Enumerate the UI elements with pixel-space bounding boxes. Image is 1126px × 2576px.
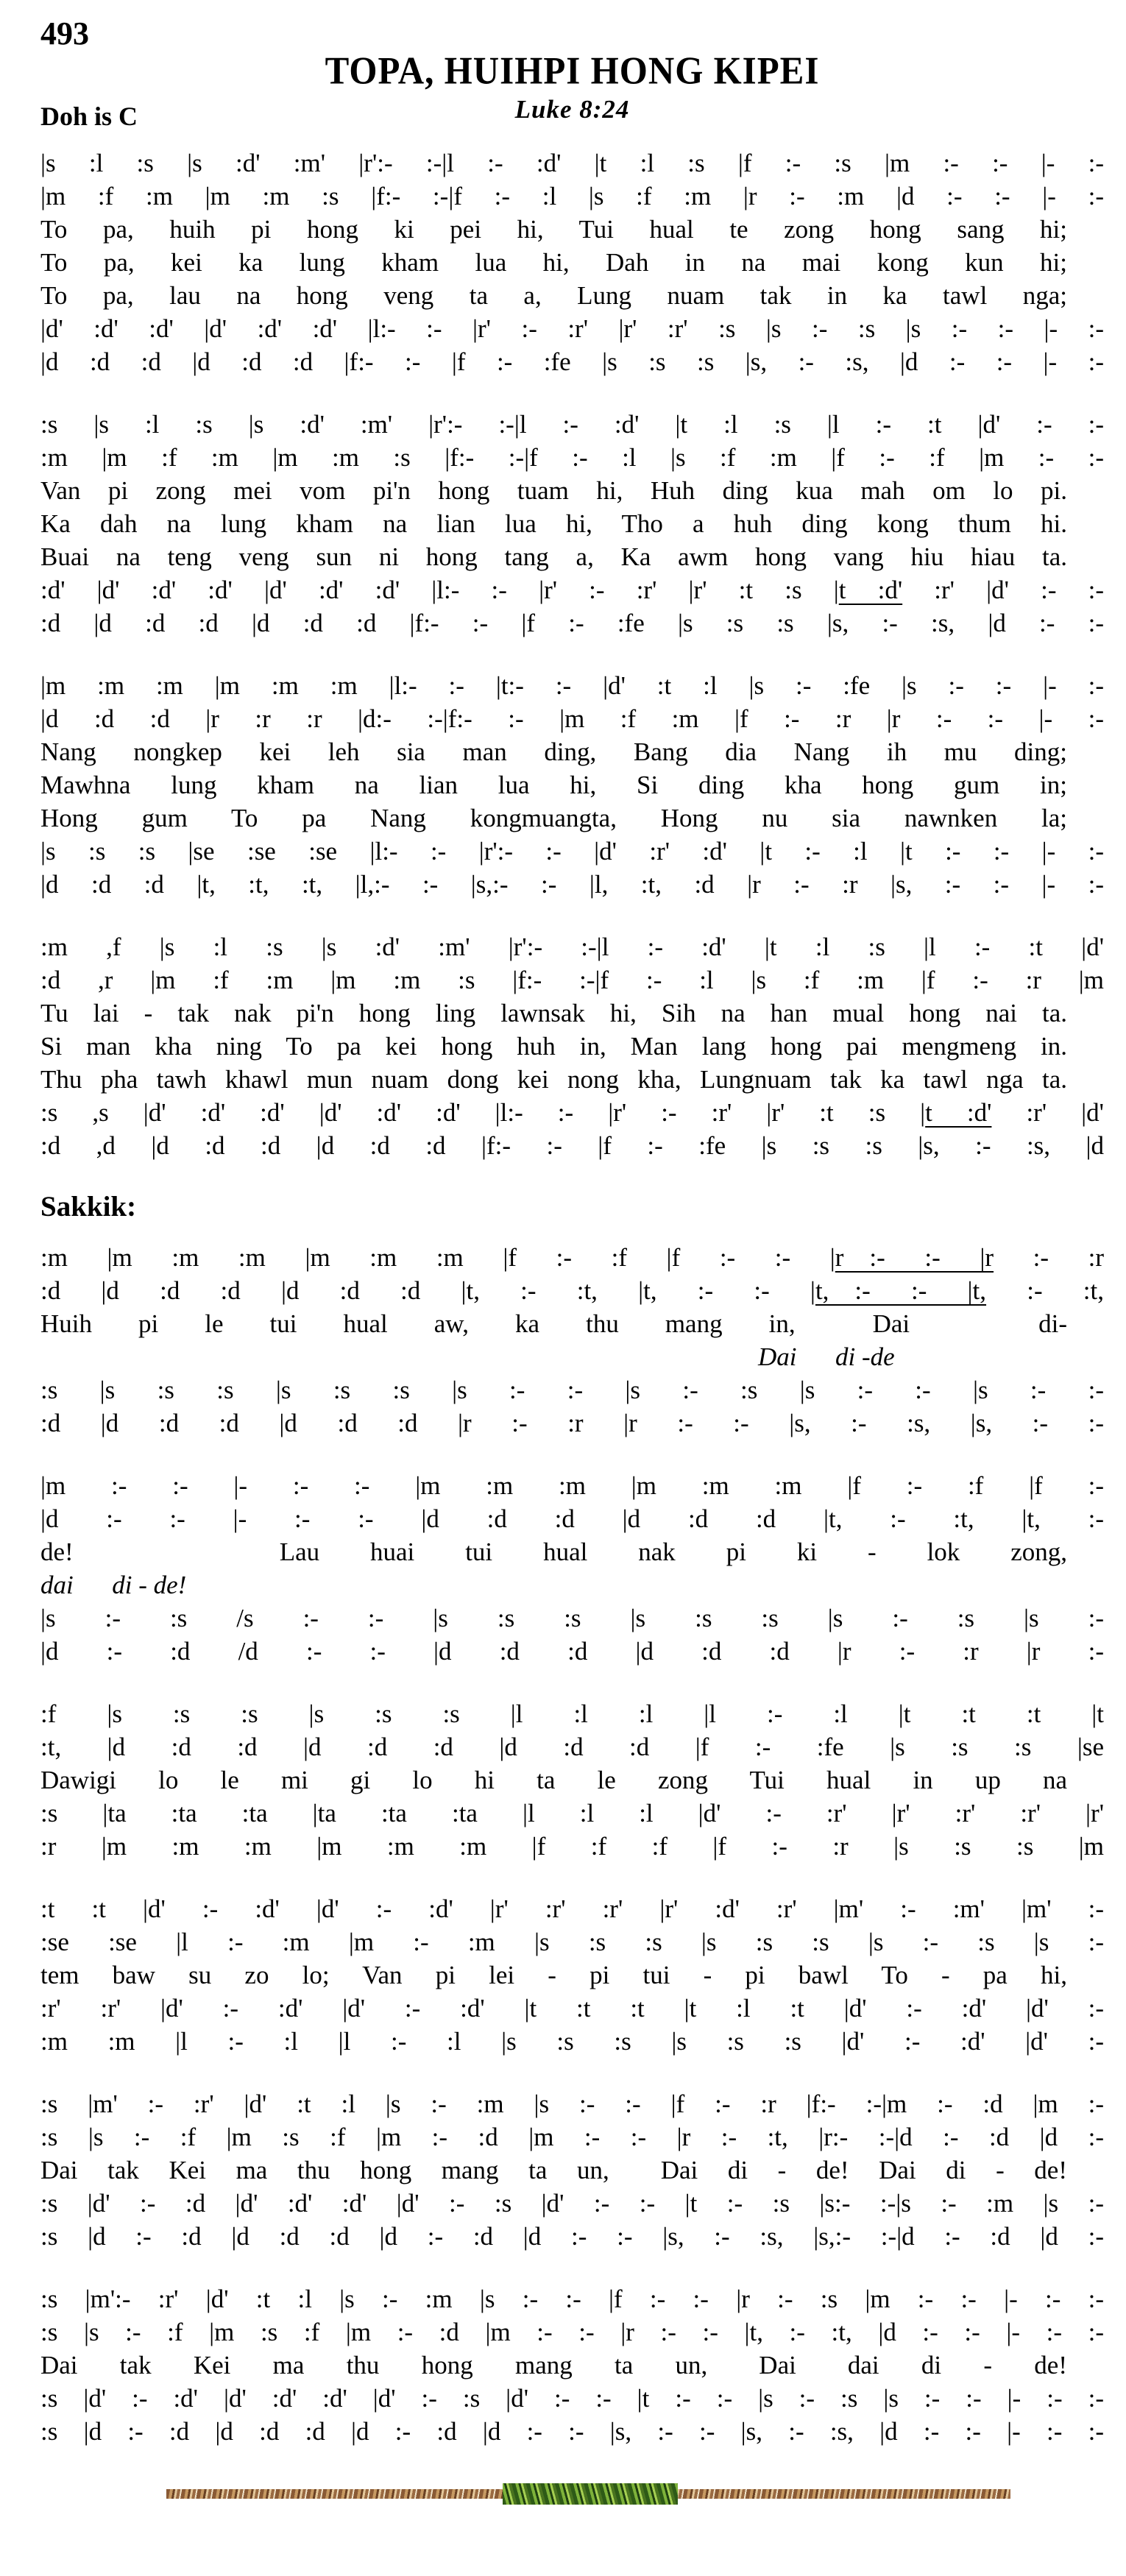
solfa-notation-line: :s |d :- :d |d :d :d |d :- :d |d :- :- |s, :- :s, |s,:- :-|d :- :d |d :- <box>40 2222 1104 2251</box>
solfa-notation-line: :m |m :f :m |m :m :s |f:- :-|f :- :l |s :f :m |f :- :f |m :- :- <box>40 443 1104 473</box>
echo-lyric-line: Dai di -de <box>758 1342 895 1372</box>
lyric-line: Si man kha ning To pa kei hong huh in, Man lang hong pai mengmeng in. <box>40 1032 1067 1061</box>
solfa-notation-line: :s |m' :- :r' |d' :t :l |s :- :m |s :- :- |f :- :r |f:- :-|m :- :d |m :- <box>40 2090 1104 2119</box>
lyric-line: Dawigi lo le mi gi lo hi ta le zong Tui hual in up na <box>40 1766 1067 1795</box>
chorus-system-2 <box>40 1469 1104 1668</box>
solfa-notation-line: :d |d :d :d |d :d :d |t, :- :t, |t, :- :- |t, :- :- |t, :- :t, <box>40 1276 1105 1306</box>
verse-system-1 <box>40 146 1104 378</box>
solfa-notation-line: :s |s :s :s |s :s :s |s :- :- |s :- :s |s :- :- |s :- :- <box>40 1376 1104 1405</box>
solfa-notation-line: :d ,d |d :d :d |d :d :d |f:- :- |f :- :fe |s :s :s |s, :- :s, |d <box>40 1131 1104 1161</box>
solfa-notation-line: :t :t |d' :- :d' |d' :- :d' |r' :r' :r' |r' :d' :r' |m' :- :m' |m' :- <box>40 1894 1104 1924</box>
chorus-system-6 <box>40 2282 1104 2448</box>
solfa-notation-line: |m :m :m |m :m :m |l:- :- |t:- :- |d' :t :l |s :- :fe |s :- :- |- :- <box>40 671 1104 701</box>
solfa-notation-line: :f |s :s :s |s :s :s |l :l :l |l :- :l |t :t :t |t <box>40 1699 1104 1729</box>
solfa-notation-line: :d ,r |m :f :m |m :m :s |f:- :-|f :- :l |s :f :m |f :- :r |m <box>40 966 1104 995</box>
lyric-line: tem baw su zo lo; Van pi lei - pi tui - pi bawl To - pa hi, <box>40 1961 1067 1990</box>
lyric-line: Huih pi le tui hual aw, ka thu mang in, Dai di- <box>40 1309 1067 1339</box>
chorus-system-3 <box>40 1697 1104 1863</box>
verse-system-2 <box>40 408 1104 640</box>
solfa-notation-line: :s |d :- :d |d :d :d |d :- :d |d :- :- |s, :- :- |s, :- :s, |d :- :- |- :- :- <box>40 2417 1104 2446</box>
scripture-reference: Luke 8:24 <box>514 95 630 124</box>
solfa-notation-line: |d :- :d /d :- :- |d :d :d |d :d :d |r :- :r |r :- <box>40 1637 1104 1666</box>
solfa-notation-line: :m |m :m :m |m :m :m |f :- :f |f :- :- |r :- :- |r :- :r <box>40 1243 1104 1273</box>
solfa-notation-line: |s :- :s /s :- :- |s :s :s |s :s :s |s :- :s |s :- <box>40 1604 1104 1633</box>
lyric-line: de! Lau huai tui hual nak pi ki - lok zong, <box>40 1538 1067 1567</box>
chorus-system-1 <box>40 1241 1104 1440</box>
lyric-line: To pa, huih pi hong ki pei hi, Tui hual te zong hong sang hi; <box>40 215 1067 244</box>
solfa-notation-line: :m ,f |s :l :s |s :d' :m' |r':- :-|l :- :d' |t :l :s |l :- :t |d' <box>40 933 1104 962</box>
verse-system-4 <box>40 930 1104 1162</box>
decorative-border <box>40 2477 1104 2511</box>
lyric-line: Hong gum To pa Nang kongmuangta, Hong nu sia nawnken la; <box>40 804 1067 833</box>
solfa-notation-line: :s |s :l :s |s :d' :m' |r':- :-|l :- :d' |t :l :s |l :- :t |d' :- :- <box>40 410 1104 439</box>
solfa-notation-line: |s :l :s |s :d' :m' |r':- :-|l :- :d' |t :l :s |f :- :s |m :- :- |- :- <box>40 149 1104 178</box>
chorus-system-5 <box>40 2087 1104 2253</box>
solfa-notation-line: :m :m |l :- :l |l :- :l |s :s :s |s :s :s |d' :- :d' |d' :- <box>40 2027 1104 2056</box>
lyric-line: Dai tak Kei ma thu hong mang ta un, Dai di - de! Dai di - de! <box>40 2156 1067 2185</box>
music-systems <box>40 146 1104 2448</box>
solfa-notation-line: |m :- :- |- :- :- |m :m :m |m :m :m |f :- :f |f :- <box>40 1471 1104 1501</box>
solfa-notation-line: |m :f :m |m :m :s |f:- :-|f :- :l |s :f :m |r :- :m |d :- :- |- :- <box>40 182 1104 211</box>
lyric-line: Dai tak Kei ma thu hong mang ta un, Dai dai di - de! <box>40 2351 1067 2380</box>
solfa-notation-line: :d |d :d :d |d :d :d |f:- :- |f :- :fe |s :s :s |s, :- :s, |d :- :- <box>40 609 1104 638</box>
solfa-notation-line: :t, |d :d :d |d :d :d |d :d :d |f :- :fe |s :s :s |se <box>40 1733 1104 1762</box>
lyric-line: Buai na teng veng sun ni hong tang a, Ka awm hong vang hiu hiau ta. <box>40 542 1067 572</box>
lyric-line: Ka dah na lung kham na lian lua hi, Tho a huh ding kong thum hi. <box>40 509 1067 539</box>
page-number: 493 <box>40 15 89 52</box>
page-header <box>40 15 1104 136</box>
solfa-notation-line: :s |m':- :r' |d' :t :l |s :- :m |s :- :- |f :- :- |r :- :s |m :- :- |- :- :- <box>40 2285 1104 2314</box>
key-signature-label: Doh is C <box>40 102 138 132</box>
solfa-notation-line: :s ,s |d' :d' :d' |d' :d' :d' |l:- :- |r' :- :r' |r' :t :s |t :d' :r' |d' <box>40 1098 1104 1128</box>
solfa-notation-line: :se :se |l :- :m |m :- :m |s :s :s |s :s :s |s :- :s |s :- <box>40 1928 1104 1957</box>
chorus-system-4 <box>40 1892 1104 2058</box>
solfa-notation-line: |d :d :d |d :d :d |f:- :- |f :- :fe |s :s :s |s, :- :s, |d :- :- |- :- <box>40 347 1104 377</box>
solfa-notation-line: :s |d' :- :d |d' :d' :d' |d' :- :s |d' :- :- |t :- :s |s:- :-|s :- :m |s :- <box>40 2189 1104 2218</box>
solfa-notation-line: :r' :r' |d' :- :d' |d' :- :d' |t :t :t |t :l :t |d' :- :d' |d' :- <box>40 1994 1104 2023</box>
solfa-notation-line: |s :s :s |se :se :se |l:- :- |r':- :- |d' :r' :d' |t :- :l |t :- :- |- :- <box>40 837 1104 866</box>
border-center-leaf-block <box>503 2483 678 2505</box>
lyric-line: Tu lai - tak nak pi'n hong ling lawnsak hi, Sih na han mual hong nai ta. <box>40 999 1067 1028</box>
lyric-line: To pa, lau na hong veng ta a, Lung nuam tak in ka tawl nga; <box>40 281 1067 311</box>
solfa-notation-line: |d :d :d |t, :t, :t, |l,:- :- |s,:- :- |l, :t, :d |r :- :r |s, :- :- |- :- <box>40 870 1104 899</box>
lyric-line: Thu pha tawh khawl mun nuam dong kei nong kha, Lungnuam tak ka tawl nga ta. <box>40 1065 1067 1094</box>
solfa-notation-line: :s |d' :- :d' |d' :d' :d' |d' :- :s |d' :- :- |t :- :- |s :- :s |s :- :- |- :- :- <box>40 2384 1104 2413</box>
solfa-notation-line: :s |ta :ta :ta |ta :ta :ta |l :l :l |d' :- :r' |r' :r' :r' |r' <box>40 1799 1104 1828</box>
solfa-notation-line: :r |m :m :m |m :m :m |f :f :f |f :- :r |s :s :s |m <box>40 1832 1104 1861</box>
lyric-line: Mawhna lung kham na lian lua hi, Si ding kha hong gum in; <box>40 771 1067 800</box>
lyric-line: Van pi zong mei vom pi'n hong tuam hi, Huh ding kua mah om lo pi. <box>40 476 1067 506</box>
solfa-notation-line: :d |d :d :d |d :d :d |r :- :r |r :- :- |s, :- :s, |s, :- :- <box>40 1409 1104 1438</box>
chorus-heading: Sakkik: <box>40 1191 137 1223</box>
lyric-line: To pa, kei ka lung kham lua hi, Dah in na mai kong kun hi; <box>40 248 1067 277</box>
solfa-notation-line: :d' |d' :d' :d' |d' :d' :d' |l:- :- |r' :- :r' |r' :t :s |t :d' :r' |d' :- :- <box>40 576 1104 605</box>
solfa-notation-line: :s |s :- :f |m :s :f |m :- :d |m :- :- |r :- :- |t, :- :t, |d :- :- |- :- :- <box>40 2318 1104 2347</box>
lyric-line: Nang nongkep kei leh sia man ding, Bang dia Nang ih mu ding; <box>40 737 1067 767</box>
solfa-notation-line: |d :d :d |r :r :r |d:- :-|f:- :- |m :f :m |f :- :r |r :- :- |- :- <box>40 704 1104 734</box>
subtitle-row <box>40 95 1104 136</box>
verse-system-3 <box>40 669 1104 901</box>
solfa-notation-line: |d' :d' :d' |d' :d' :d' |l:- :- |r' :- :r' |r' :r' :s |s :- :s |s :- :- |- :- <box>40 314 1104 344</box>
solfa-notation-line: :s |s :- :f |m :s :f |m :- :d |m :- :- |r :- :t, |r:- :-|d :- :d |d :- <box>40 2123 1104 2152</box>
solfa-notation-line: |d :- :- |- :- :- |d :d :d |d :d :d |t, :- :t, |t, :- <box>40 1504 1104 1534</box>
echo-lyric-line: dai di - de! <box>40 1571 187 1600</box>
page-title: TOPA, HUIHPI HONG KIPEI <box>325 48 820 93</box>
